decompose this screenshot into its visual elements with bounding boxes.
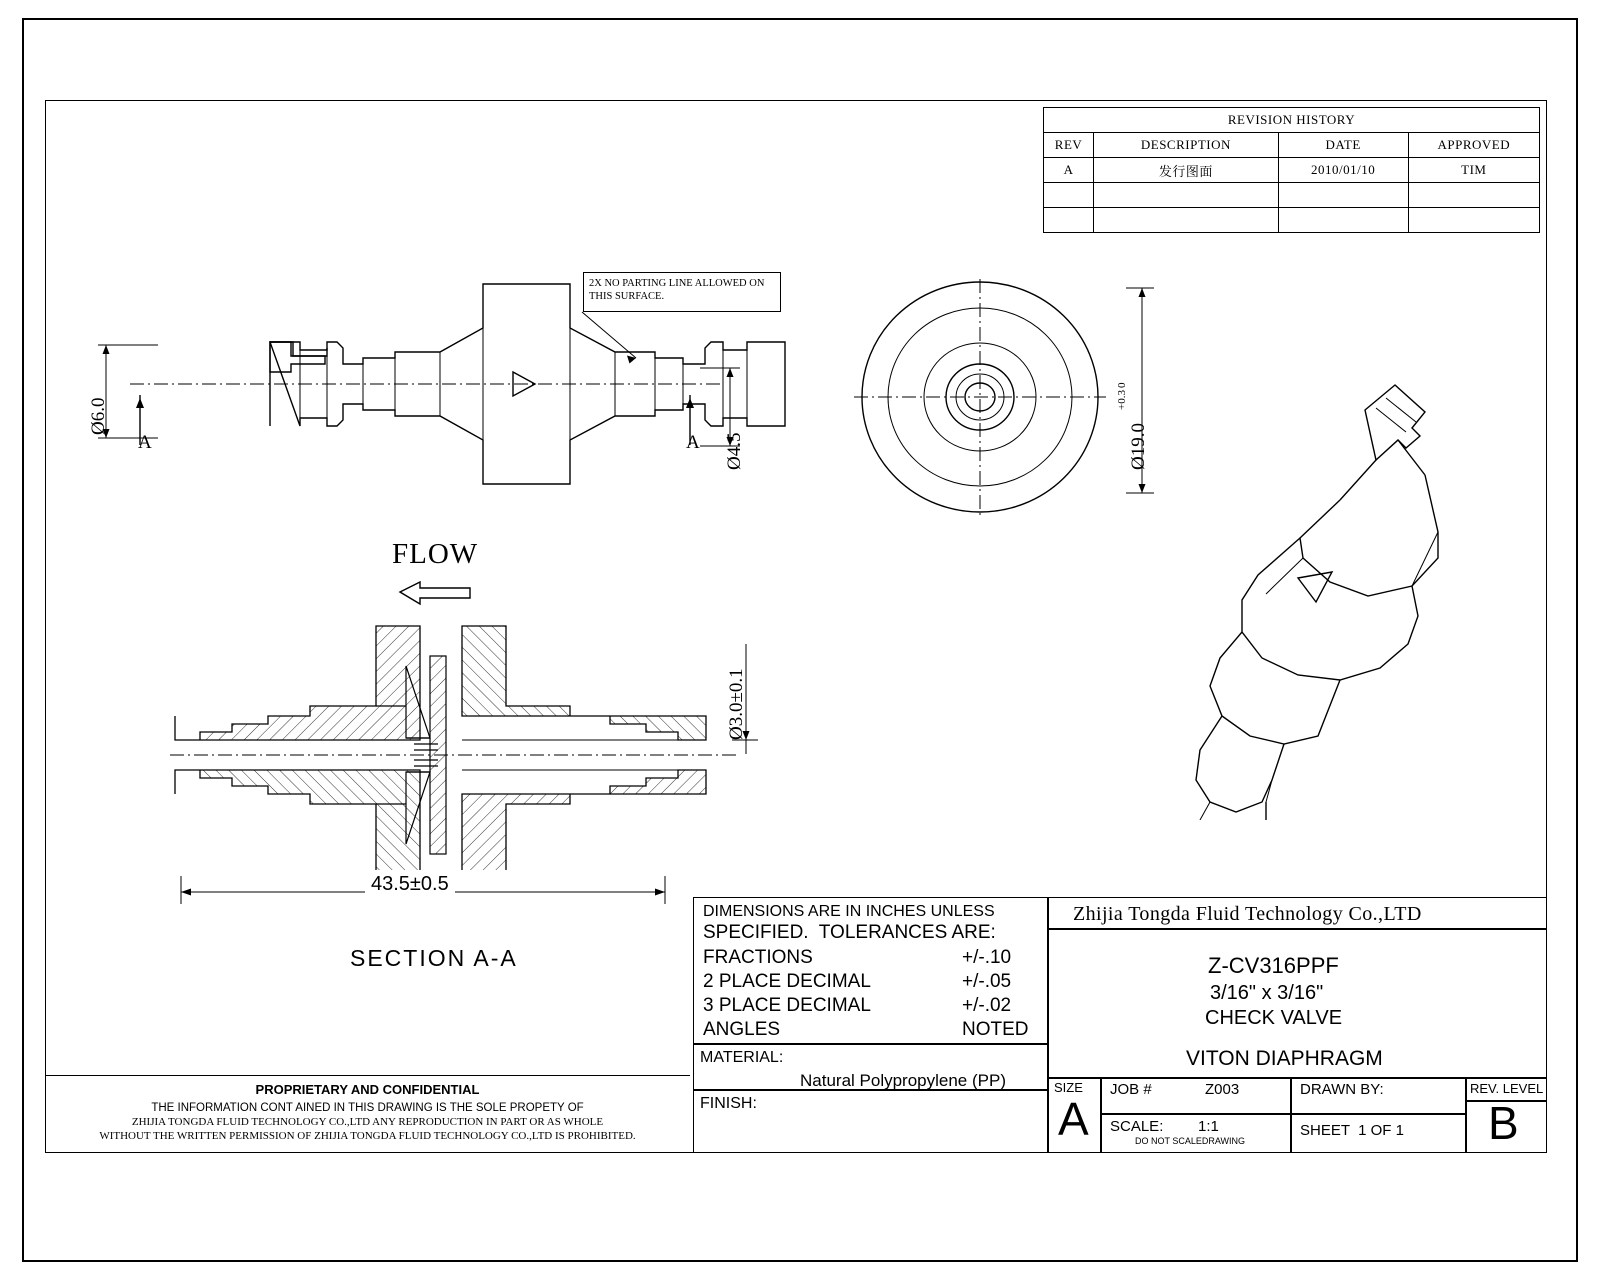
dimension-body-od-tol-plus: +0.3 [1116,390,1128,410]
revision-header-date: DATE [1278,133,1408,158]
size-label: SIZE [1054,1080,1083,1095]
part-sub-name: VITON DIAPHRAGM [1186,1047,1383,1070]
section-cut-line [120,390,740,470]
company-name: Zhijia Tongda Fluid Technology Co.,LTD [1073,903,1422,925]
revision-cell-rev [1044,208,1094,233]
tolerance-fractions-label: FRACTIONS [703,947,813,968]
part-size-spec: 3/16" x 3/16" [1210,982,1324,1004]
revision-cell-approved: TIM [1408,158,1539,183]
material-label: MATERIAL: [700,1049,784,1066]
revision-cell-date [1278,183,1408,208]
tolerance-3place-value: +/-.02 [962,995,1012,1016]
revision-history-title: REVISION HISTORY [1044,108,1540,133]
tolerance-angles-label: ANGLES [703,1019,781,1040]
scale-value: 1:1 [1198,1118,1219,1135]
revision-cell-approved [1408,208,1539,233]
dimension-bore-label: Ø3.0±0.1 [726,668,747,740]
no-scale-note: DO NOT SCALEDRAWING [1135,1136,1246,1146]
table-row [1044,158,1540,183]
title-block-divider-2 [1048,1077,1547,1079]
job-value: Z003 [1205,1081,1240,1098]
tolerance-2place-value: +/-.05 [962,971,1012,992]
revision-cell-description [1094,183,1279,208]
dimension-tip-od-label: Ø4.5 [724,432,745,470]
revision-cell-rev [1044,183,1094,208]
isometric-view [1180,350,1520,820]
finish-label: FINISH: [700,1095,757,1112]
title-block-divider-3 [1100,1077,1102,1153]
tolerance-line2: SPECIFIED. TOLERANCES ARE: [703,922,996,943]
title-block-divider-1 [1048,928,1547,930]
revision-cell-description [1094,208,1279,233]
proprietary-line-1: THE INFORMATION CONT AINED IN THIS DRAWING IS THE SOLE PROPETY OF [151,1102,584,1114]
section-marker-right: A [686,432,700,453]
table-row [1044,208,1540,233]
material-value: Natural Polypropylene (PP) [800,1071,1006,1090]
end-view [850,275,1130,525]
revision-cell-approved [1408,183,1539,208]
dimension-body-od [1120,278,1180,508]
title-block-divider-4 [1290,1077,1292,1153]
proprietary-line-2: ZHIJIA TONGDA FLUID TECHNOLOGY CO.,LTD ANY REPRODUCTION IN PART OR AS WHOLE [131,1116,604,1128]
drawn-by-label: DRAWN BY: [1300,1081,1384,1098]
proprietary-notice [45,1075,690,1153]
revision-cell-rev: A [1044,158,1094,183]
section-marker-left: A [138,432,152,453]
proprietary-heading: PROPRIETARY AND CONFIDENTIAL [255,1082,480,1097]
dimension-body-od-tol-minus: 0 [1116,382,1128,388]
part-name: CHECK VALVE [1205,1007,1343,1029]
title-block-divider-6 [1100,1113,1465,1115]
size-value: A [1058,1093,1089,1145]
title-block-divider-5 [1465,1077,1467,1153]
note-leader-line [580,300,660,390]
rev-level-value: B [1488,1097,1519,1149]
revision-cell-date: 2010/01/10 [1278,158,1408,183]
revision-history-table [1043,107,1540,233]
job-label: JOB # [1110,1081,1152,1098]
sheet-number: SHEET 1 OF 1 [1300,1122,1404,1139]
revision-header-rev: REV [1044,133,1094,158]
tolerance-2place-label: 2 PLACE DECIMAL [703,971,871,992]
section-aa-title: SECTION A-A [350,945,518,971]
proprietary-line-3: WITHOUT THE WRITTEN PERMISSION OF ZHIJIA TONGDA FLUID TECHNOLOGY CO.,LTD IS PROHIBITED. [99,1130,636,1142]
dimension-hose-od-label: Ø6.0 [88,397,109,435]
flow-label: FLOW [392,538,479,570]
tolerance-angles-value: NOTED [962,1019,1029,1040]
revision-header-description: DESCRIPTION [1094,133,1279,158]
revision-cell-description: 发行图面 [1094,158,1279,183]
dimension-overall-length-label: 43.5±0.5 [365,873,455,896]
tolerance-3place-label: 3 PLACE DECIMAL [703,995,871,1016]
dimension-body-od-label: Ø19.0 [1128,423,1149,470]
tolerance-fractions-value: +/-.10 [962,947,1012,968]
tolerance-line1: DIMENSIONS ARE IN INCHES UNLESS [703,903,995,920]
revision-cell-date [1278,208,1408,233]
part-number: Z-CV316PPF [1208,953,1339,978]
table-row [1044,183,1540,208]
section-aa-view [170,610,790,870]
scale-label: SCALE: [1110,1118,1164,1135]
rev-level-label: REV. LEVEL [1470,1081,1544,1096]
note-parting-line: 2X NO PARTING LINE ALLOWED ON THIS SURFACE. [583,272,781,312]
revision-header-approved: APPROVED [1408,133,1539,158]
